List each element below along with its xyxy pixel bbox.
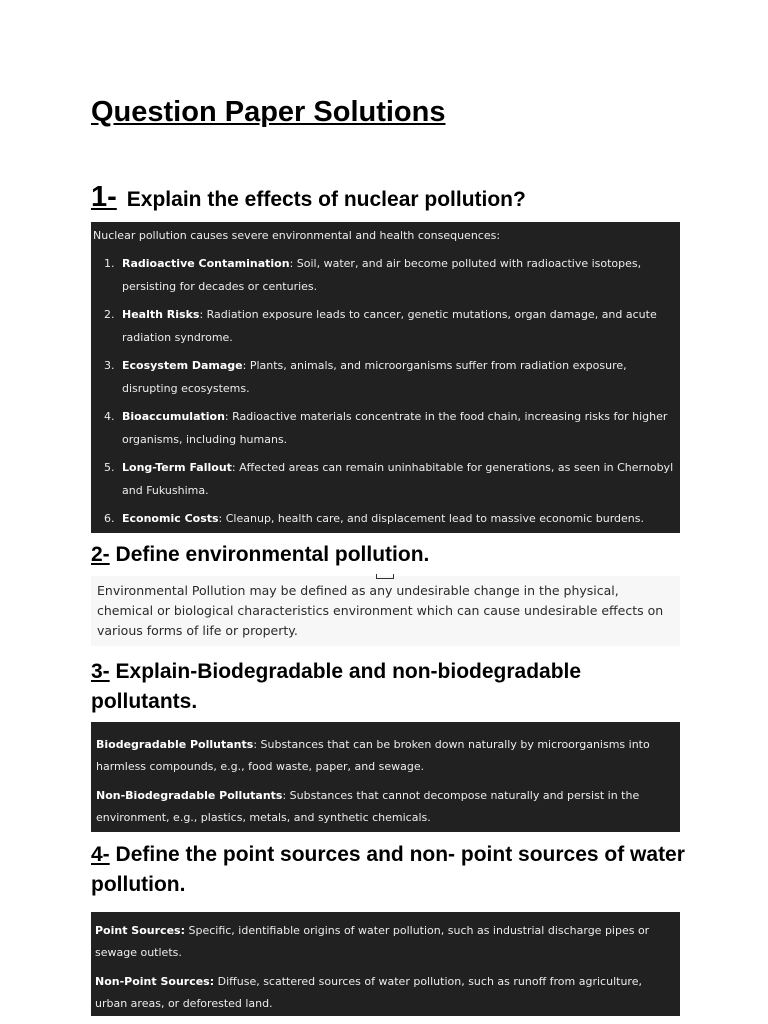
item-desc: : Plants, animals, and microorganisms suffer from radiation exposure, disrupting ecosystems.: [122, 359, 627, 395]
question-4-heading: [91, 840, 691, 900]
answer-3-box: [91, 722, 680, 832]
answer-intro: Nuclear pollution causes severe environmental and health consequences:: [93, 229, 501, 242]
list-item: [118, 507, 674, 530]
item-term: Radioactive Contamination: [122, 257, 290, 270]
question-3-heading: [91, 657, 681, 717]
para-term: Non-Biodegradable Pollutants: [96, 789, 283, 802]
item-term: Ecosystem Damage: [122, 359, 243, 372]
item-desc: : Affected areas can remain uninhabitable for generations, as seen in Chernobyl and Fukushima.: [122, 461, 674, 497]
item-term: Long-Term Fallout: [122, 461, 232, 474]
question-1-heading: [91, 182, 526, 215]
para-term: Point Sources:: [95, 924, 185, 937]
definition-text: may be defined as any undesirable change in the physical, chemical or biological characteristics environment which can cause undesirable effects on various forms of life or property.: [97, 583, 664, 638]
page-title: Question Paper Solutions: [91, 96, 446, 128]
definition-term: Environmental Pollution: [97, 583, 246, 598]
para-desc: : Substances that cannot decompose naturally and persist in the environment, e.g., plastics, metals, and synthetic chemicals.: [96, 789, 640, 824]
item-desc: : Soil, water, and air become polluted with radioactive isotopes, persisting for decades or centuries.: [122, 257, 642, 293]
answer-2-box: [91, 576, 680, 646]
question-text: Explain the effects of nuclear pollution?: [126, 188, 526, 211]
question-number: 2-: [91, 543, 110, 566]
item-term: Health Risks: [122, 308, 200, 321]
list-item: [118, 405, 674, 451]
list-item: [118, 252, 674, 298]
item-desc: : Cleanup, health care, and displacement lead to massive economic burdens.: [218, 512, 645, 525]
list-item: [118, 456, 674, 502]
para-desc: Diffuse, scattered sources of water pollution, such as runoff from agriculture, urban areas, or deforested land.: [95, 975, 642, 1010]
list-item: [118, 354, 674, 400]
answer-paragraph: [95, 920, 674, 964]
item-term: Economic Costs: [122, 512, 219, 525]
effects-list: [93, 252, 674, 530]
para-desc: Specific, identifiable origins of water pollution, such as industrial discharge pipes or sewage outlets.: [95, 924, 650, 959]
question-text: Define the point sources and non- point sources of water pollution.: [91, 843, 685, 896]
answer-paragraph: [96, 734, 674, 778]
item-desc: : Radioactive materials concentrate in the food chain, increasing risks for higher organisms, including humans.: [122, 410, 668, 446]
answer-paragraph: [96, 785, 674, 829]
question-text: Explain-Biodegradable and non-biodegradable pollutants.: [91, 660, 582, 713]
para-term: Non-Point Sources:: [95, 975, 215, 988]
answer-1-box: [91, 222, 680, 533]
list-item: [118, 303, 674, 349]
question-number: 3-: [91, 660, 110, 683]
question-number: 4-: [91, 843, 110, 866]
question-2-heading: [91, 540, 429, 570]
answer-4-box: [91, 912, 680, 1016]
question-number: 1-: [91, 181, 117, 213]
text-cursor-mark: [376, 574, 394, 579]
item-desc: : Radiation exposure leads to cancer, genetic mutations, organ damage, and acute radiation syndrome.: [122, 308, 657, 344]
para-desc: : Substances that can be broken down naturally by microorganisms into harmless compounds, e.g., food waste, paper, and sewage.: [96, 738, 650, 773]
item-term: Bioaccumulation: [122, 410, 225, 423]
para-term: Biodegradable Pollutants: [96, 738, 254, 751]
question-text: Define environmental pollution.: [109, 543, 430, 566]
answer-paragraph: [95, 971, 674, 1015]
